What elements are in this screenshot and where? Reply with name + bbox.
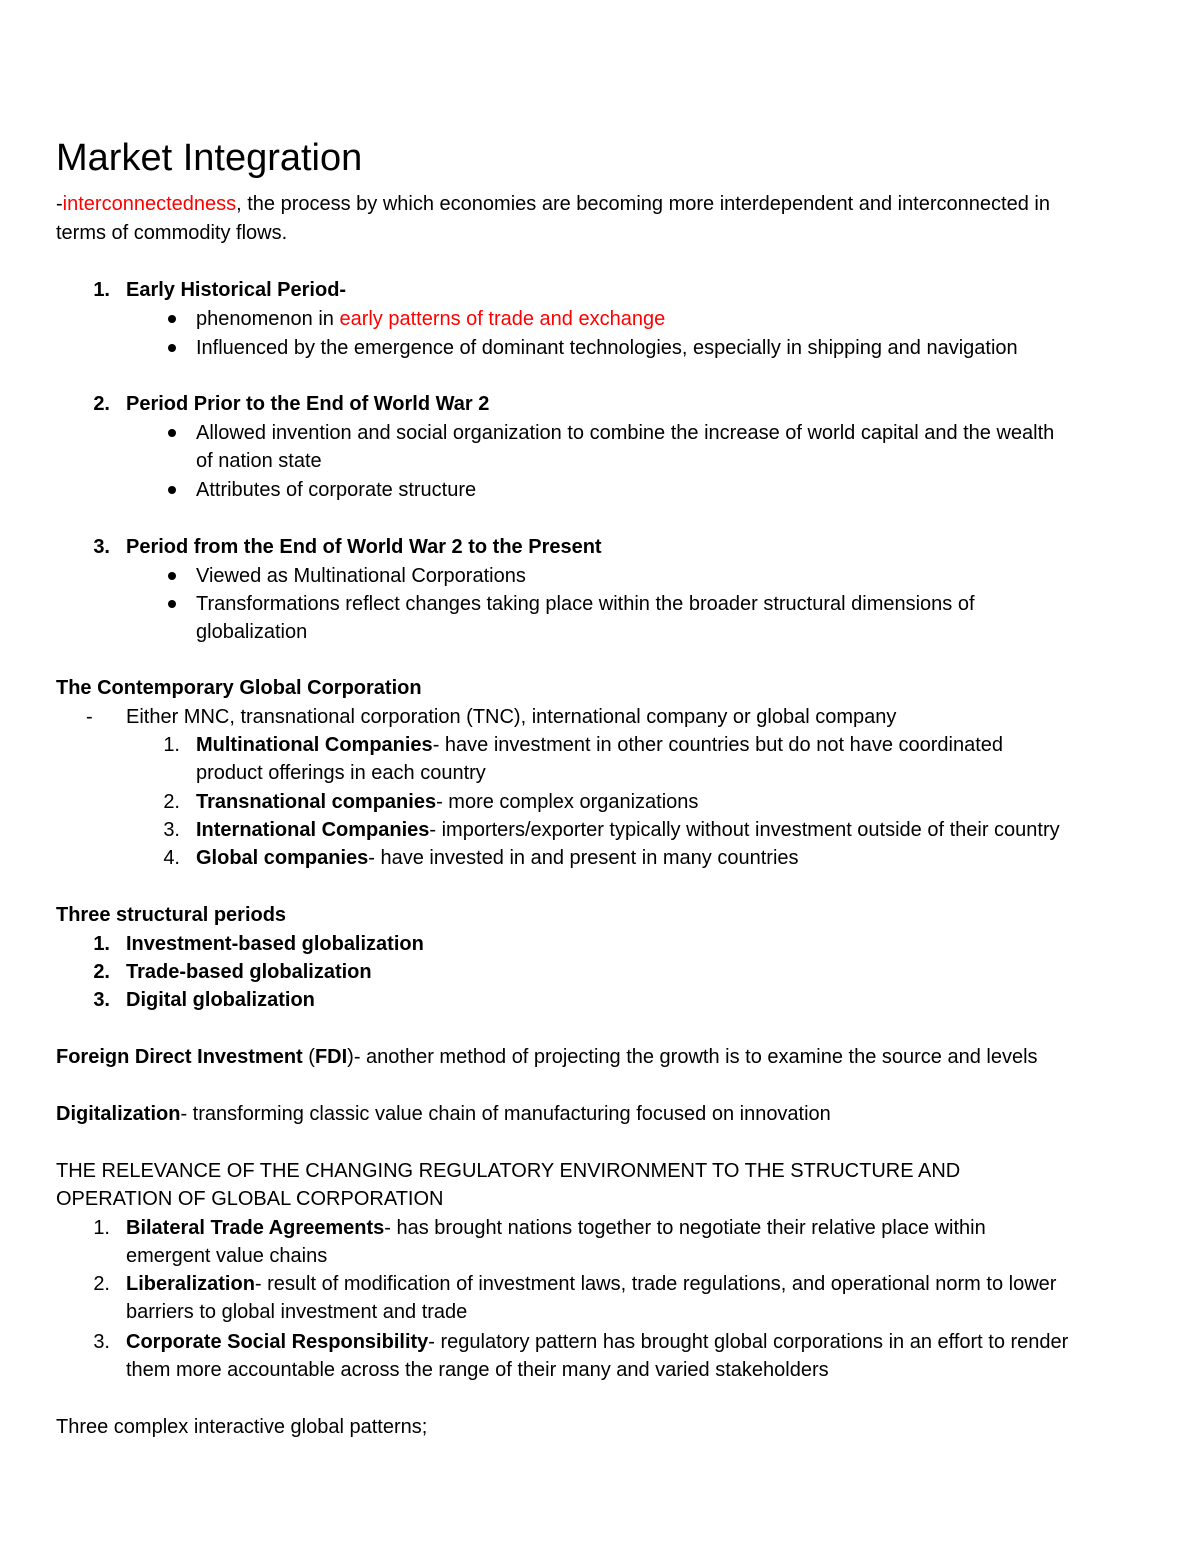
period-3-number: 3. [93,536,110,558]
period-3-bullet-2-line-1: Transformations reflect changes taking place within the broader structural dimensions of [196,593,975,615]
period-1-number: 1. [93,279,110,301]
period-2-bullet-1-line-1: Allowed invention and social organization to combine the increase of world capital and the wealth [196,422,1055,444]
bullet-icon [168,486,176,494]
period-3-bullet-1: Viewed as Multinational Corporations [196,565,526,587]
intro-rest: , the process by which economies are becoming more interdependent and interconnected in [236,193,1050,215]
structural-item-3: Digital globalization [126,989,315,1011]
relevance-heading-line-1: THE RELEVANCE OF THE CHANGING REGULATORY ENVIRONMENT TO THE STRUCTURE AND [56,1160,961,1182]
fdi-paragraph: Foreign Direct Investment (FDI)- another method of projecting the growth is to examine the source and levels [56,1046,1038,1068]
contemporary-item-2: Transnational companies- more complex organizations [196,791,699,813]
dash-marker: - [86,706,93,728]
contemporary-item-3: International Companies- importers/exporter typically without investment outside of their country [196,819,1060,841]
structural-heading: Three structural periods [56,904,287,926]
bullet-icon [168,600,176,608]
relevance-item-1-line-2: emergent value chains [126,1245,328,1267]
contemporary-3-number: 3. [163,819,180,841]
relevance-item-3-line-2: them more accountable across the range of their many and varied stakeholders [126,1359,829,1381]
relevance-heading-line-2: OPERATION OF GLOBAL CORPORATION [56,1188,444,1210]
contemporary-2-number: 2. [163,791,180,813]
contemporary-item-4: Global companies- have invested in and present in many countries [196,847,799,869]
relevance-item-2-line-2: barriers to global investment and trade [126,1301,468,1323]
closing-line: Three complex interactive global patterns; [56,1416,428,1438]
relevance-item-2: Liberalization- result of modification of investment laws, trade regulations, and operational norm to lower [126,1273,1057,1295]
relevance-item-1: Bilateral Trade Agreements- has brought nations together to negotiate their relative place within [126,1217,986,1239]
relevance-3-number: 3. [93,1331,110,1353]
period-3-heading: Period from the End of World War 2 to the Present [126,536,602,558]
period-3-bullet-2-line-2: globalization [196,621,308,643]
intro-line-1 [56,190,1050,218]
digitalization-paragraph: Digitalization- transforming classic value chain of manufacturing focused on innovation [56,1103,831,1125]
structural-item-2: Trade-based globalization [126,961,372,983]
relevance-1-number: 1. [93,1217,110,1239]
contemporary-item-1: Multinational Companies- have investment in other countries but do not have coordinated [196,734,1004,756]
period-1-bullet-1: phenomenon in early patterns of trade and exchange [196,308,666,330]
contemporary-dash-text: Either MNC, transnational corporation (TNC), international company or global company [126,706,897,728]
intro-prefix: - [56,193,63,215]
period-2-heading: Period Prior to the End of World War 2 [126,393,490,415]
structural-3-number: 3. [93,989,110,1011]
structural-2-number: 2. [93,961,110,983]
contemporary-1-number: 1. [163,734,180,756]
bullet-icon [168,429,176,437]
relevance-item-3: Corporate Social Responsibility- regulatory pattern has brought global corporations in an effort to render [126,1331,1069,1353]
period-2-bullet-2: Attributes of corporate structure [196,479,477,501]
period-2-number: 2. [93,393,110,415]
structural-1-number: 1. [93,933,110,955]
page-title: Market Integration [56,137,363,179]
structural-item-1: Investment-based globalization [126,933,424,955]
intro-line-2: terms of commodity flows. [56,222,288,244]
bullet-icon [168,315,176,323]
intro-term: interconnectedness [62,193,237,215]
period-1-heading: Early Historical Period- [126,279,347,301]
contemporary-4-number: 4. [163,847,180,869]
contemporary-item-1-line-2: product offerings in each country [196,762,486,784]
bullet-icon [168,344,176,352]
relevance-2-number: 2. [93,1273,110,1295]
period-2-bullet-1-line-2: of nation state [196,450,322,472]
contemporary-heading: The Contemporary Global Corporation [56,677,422,699]
bullet-icon [168,572,176,580]
period-1-bullet-2: Influenced by the emergence of dominant technologies, especially in shipping and navigation [196,337,1018,359]
